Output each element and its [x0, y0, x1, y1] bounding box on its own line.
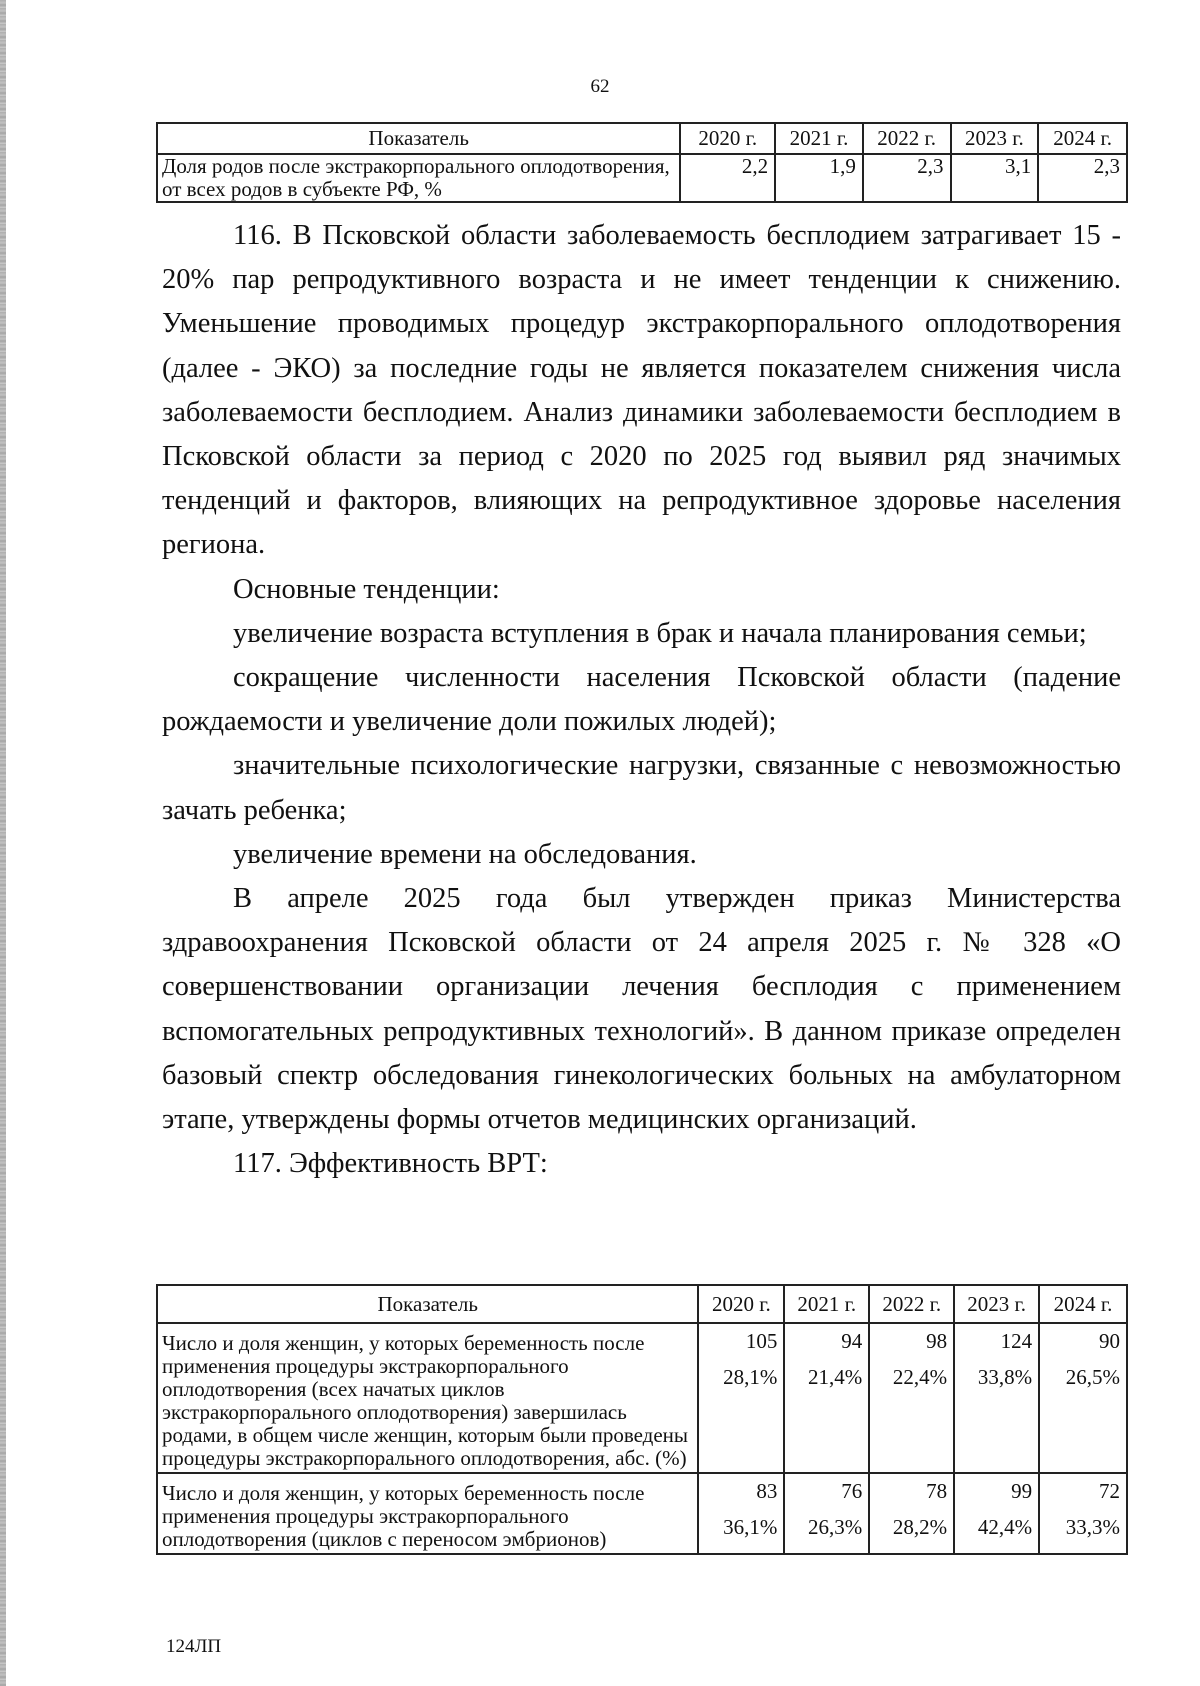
paragraph-116: 116. В Псковской области заболеваемость бесплодием затрагивает 15 - 20% пар репродуктивного возраста и не имеет тенденции к снижению. Уменьшение проводимых процедур экстракорпорального оплодотворения (далее - ЭКО) за последние годы не является показателем снижения числа заболеваемости бесплодием. Анализ динамики заболеваемости бесплодием в Псковской области за период с 2020 по 2025 год выявил ряд значимых тенденций и факторов, влияющих на репродуктивное здоровье населения региона. — [162, 220, 1121, 561]
column-header: Показатель — [157, 123, 680, 154]
cell-value — [869, 1323, 954, 1473]
trend-item: увеличение возраста вступления в брак и начала планирования семьи; — [233, 617, 1087, 649]
birth-share-table — [156, 122, 1128, 203]
percent-value: 22,4% — [892, 1365, 948, 1389]
table-header-row — [157, 123, 1127, 154]
percent-value: 28,2% — [892, 1515, 948, 1539]
count-value: 94 — [841, 1329, 863, 1353]
cell-value: 1,9 — [775, 154, 863, 202]
scan-edge — [0, 0, 6, 1686]
column-header: 2022 г. — [863, 123, 951, 154]
column-header: 2020 г. — [698, 1285, 784, 1323]
column-header: 2022 г. — [869, 1285, 954, 1323]
percent-value: 26,3% — [808, 1515, 863, 1539]
cell-value — [784, 1473, 869, 1554]
trend-item: сокращение численности населения Псковской области (падение рождаемости и увеличение доли пожилых людей); — [162, 662, 1121, 738]
table-header-row — [157, 1285, 1127, 1323]
column-header: Показатель — [157, 1285, 698, 1323]
cell-value — [1039, 1323, 1127, 1473]
column-header: 2021 г. — [775, 123, 863, 154]
percent-value: 33,8% — [977, 1365, 1033, 1389]
paragraph-main-trends: Основные тенденции: — [233, 573, 500, 605]
count-value: 78 — [926, 1479, 948, 1503]
cell-value: 2,3 — [1038, 154, 1127, 202]
cell-value: 2,2 — [680, 154, 775, 202]
row-label: Число и доля женщин, у которых беременность после применения процедуры экстракорпорального оплодотворения (всех начатых циклов экстракорпорального оплодотворения) завершилась родами, в общем числе женщин, которым были проведены процедуры экстракорпорального оплодотворения, абс. (%) — [157, 1323, 698, 1473]
table-row — [157, 1323, 1127, 1473]
count-value: 105 — [745, 1329, 778, 1353]
cell-value — [698, 1323, 784, 1473]
cell-value — [698, 1473, 784, 1554]
table-row — [157, 1473, 1127, 1554]
trend-item: значительные психологические нагрузки, связанные с невозможностью зачать ребенка; — [162, 750, 1121, 826]
column-header: 2024 г. — [1038, 123, 1127, 154]
column-header: 2020 г. — [680, 123, 775, 154]
column-header: 2021 г. — [784, 1285, 869, 1323]
document-code: 124ЛП — [166, 1636, 222, 1657]
count-value: 90 — [1099, 1329, 1120, 1353]
column-header: 2023 г. — [954, 1285, 1039, 1323]
count-value: 72 — [1099, 1479, 1120, 1503]
cell-value — [954, 1323, 1039, 1473]
column-header: 2024 г. — [1039, 1285, 1127, 1323]
percent-value: 21,4% — [808, 1365, 863, 1389]
art-efficiency-table — [156, 1284, 1128, 1555]
percent-value: 33,3% — [1065, 1515, 1120, 1539]
table-row — [157, 154, 1127, 202]
count-value: 99 — [1011, 1479, 1033, 1503]
count-value: 124 — [1000, 1329, 1033, 1353]
body-text — [162, 214, 1121, 1186]
row-label: Доля родов после экстракорпорального оплодотворения, от всех родов в субъекте РФ, % — [157, 154, 680, 202]
cell-value — [784, 1323, 869, 1473]
count-value: 76 — [841, 1479, 863, 1503]
percent-value: 28,1% — [723, 1365, 778, 1389]
paragraph-order: В апреле 2025 года был утвержден приказ Министерства здравоохранения Псковской области от 24 апреля 2025 г. № 328 «О совершенствовании организации лечения бесплодия с применением вспомогательных репродуктивных технологий». В данном приказе определен базовый спектр обследования гинекологических больных на амбулаторном этапе, утверждены формы отчетов медицинских организаций. — [162, 883, 1121, 1136]
percent-value: 42,4% — [977, 1515, 1033, 1539]
percent-value: 36,1% — [723, 1515, 778, 1539]
page-number: 62 — [590, 76, 610, 97]
cell-value: 2,3 — [863, 154, 951, 202]
percent-value: 26,5% — [1065, 1365, 1120, 1389]
cell-value: 3,1 — [951, 154, 1039, 202]
column-header: 2023 г. — [951, 123, 1039, 154]
cell-value — [954, 1473, 1039, 1554]
trend-item: увеличение времени на обследования. — [233, 838, 697, 870]
row-label: Число и доля женщин, у которых беременность после применения процедуры экстракорпорального оплодотворения (циклов с переносом эмбрионов) — [157, 1473, 698, 1554]
count-value: 98 — [926, 1329, 948, 1353]
cell-value — [1039, 1473, 1127, 1554]
count-value: 83 — [756, 1479, 778, 1503]
paragraph-117: 117. Эффективность ВРТ: — [233, 1148, 548, 1180]
cell-value — [869, 1473, 954, 1554]
